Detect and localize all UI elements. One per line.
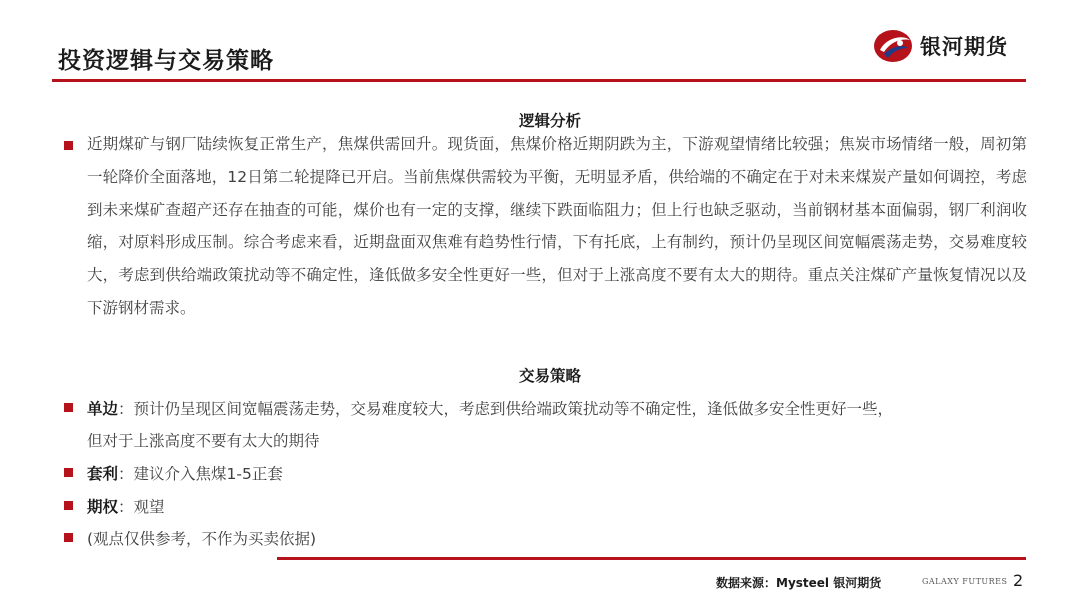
strategy-label: 套利 [87, 465, 119, 483]
disclaimer: (观点仅供参考，不作为买卖依据) [87, 530, 317, 548]
company-logo [872, 26, 1008, 66]
bullet-icon [64, 501, 73, 510]
strategy-separator: ： [118, 465, 134, 483]
logic-heading: 逻辑分析 [518, 112, 581, 130]
strategy-item-arbitrage [87, 462, 283, 484]
strategy-label: 单边 [87, 400, 119, 418]
strategy-item-options [87, 495, 165, 517]
footer-brand: GALAXY FUTURES [922, 577, 1008, 586]
strategy-label: 期权 [87, 498, 119, 516]
strategy-separator: ： [118, 498, 134, 516]
bullet-icon [64, 468, 73, 477]
footer-divider [277, 557, 1026, 560]
page-number: 2 [1013, 571, 1024, 590]
data-source: 数据来源：Mysteel 银河期货 [716, 576, 882, 590]
strategy-heading: 交易策略 [518, 367, 581, 385]
page-title: 投资逻辑与交易策略 [58, 48, 274, 74]
header-divider [52, 79, 1026, 82]
strategy-text: 建议介入焦煤1-5正套 [133, 465, 283, 483]
bullet-icon [64, 533, 73, 542]
galaxy-futures-logo-icon [872, 28, 914, 64]
strategy-separator: ： [118, 400, 134, 418]
strategy-item-single [87, 397, 893, 419]
bullet-icon [64, 403, 73, 412]
logo-text: 银河期货 [920, 35, 1008, 59]
strategy-text: 预计仍呈现区间宽幅震荡走势，交易难度较大，考虑到供给端政策扰动等不确定性，逢低做多安全性更好一些， [133, 400, 894, 418]
logic-paragraph: 近期煤矿与钢厂陆续恢复正常生产，焦煤供需回升。现货面，焦煤价格近期阴跌为主，下游观望情绪比较强；焦炭市场情绪一般，周初第一轮降价全面落地，12日第二轮提降已开启。当前焦煤供需较为平衡，无明显矛盾，供给端的不确定在于对未来煤炭产量如何调控，考虑到未来煤矿查超产还存在抽查的可能，煤价也有一定的支撑，继续下跌面临阻力；但上行也缺乏驱动，当前钢材基本面偏弱，钢厂利润收缩，对原料形成压制。综合考虑来看，近期盘面双焦难有趋势性行情，下有托底，上有制约，预计仍呈现区间宽幅震荡走势，交易难度较大，考虑到供给端政策扰动等不确定性，逢低做多安全性更好一些，但对于上涨高度不要有太大的期待。重点关注煤矿产量恢复情况以及下游钢材需求。 [87, 135, 1027, 317]
strategy-text: 观望 [133, 498, 165, 516]
strategy-item-single-cont: 但对于上涨高度不要有太大的期待 [87, 432, 320, 450]
bullet-icon [64, 141, 73, 150]
